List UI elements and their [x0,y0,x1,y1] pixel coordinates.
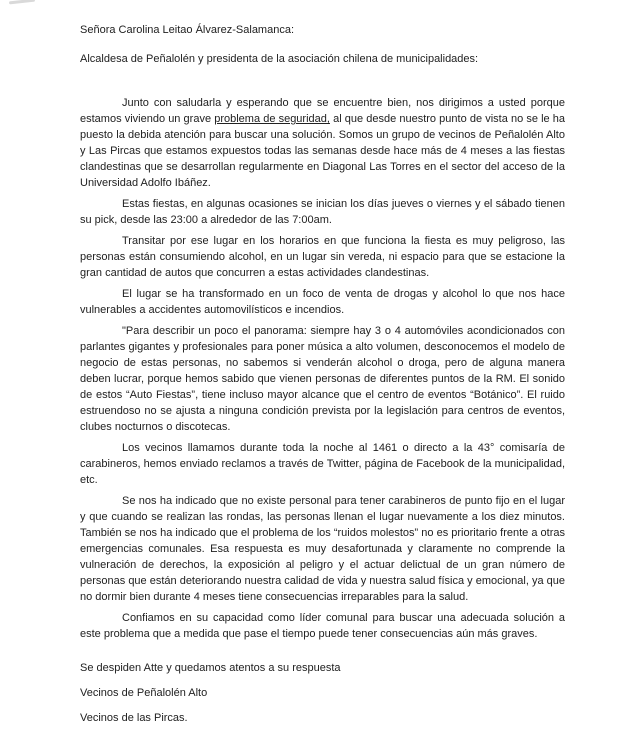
paragraph-complaints-made: Los vecinos llamamos durante toda la noche al 1461 o directo a la 43° comisaría de carabineros, hemos enviado reclamos a través de Twitter, página de Facebook de la municipalidad, etc. [80,442,565,486]
paragraph-authority-response: Se nos ha indicado que no existe personal para tener carabineros de punto fijo en el lugar y que cuando se realizan las rondas, las personas llenan el lugar nuevamente a los diez minutos. También se nos ha indicado que el problema de los “ruidos molestos” no es prioritario frente a otras emergencias comunales. Esa respuesta es muy desafortunada y claramente no comprende la vulneración de derechos, la exposición al peligro y el actuar delictual de un gran número de personas que están deteriorando nuestra calidad de vida y nuestra salud física y emocional, ya que no dormir bien durante 4 meses tiene consecuencias irreparables para la salud. [80,495,565,603]
recipient-name: Señora Carolina Leitao Álvarez-Salamanca: [80,24,295,36]
paragraph-panorama-description: "Para describir un poco el panorama: siempre hay 3 o 4 automóviles acondicionados con parlantes gigantes y profesionales para poner música a alto volumen, desconocemos el modelo de negocio de estas personas, no sabemos si venderán alcohol o droga, pero de alguna manera deben lucrar, porque hemos sabido que vienen personas de diferentes puntos de la RM. El sonido de estos “Auto Fiestas”, tiene incluso mayor alcance que el centro de eventos “Botánico”. El ruido estruendoso no se ajusta a ninguna condición prevista por la legislación para centros de eventos, clubes nocturnos o discotecas. [80,325,565,433]
paragraph-greeting-text-before: Junto con saludarla y esperando que se encuentre bien, nos dirigimos a usted porque estamos viviendo un grave [80,97,565,125]
paragraph-transit-danger: Transitar por ese lugar en los horarios en que funciona la fiesta es muy peligroso, las personas están consumiendo alcohol, en un lugar sin vereda, ni espacio para que se estacione la gran cantidad de autos que concurren a estas actividades clandestinas. [80,235,565,279]
signature-vecinos-penalolen-alto: Vecinos de Peñalolén Alto [80,687,208,699]
scan-artifact [9,0,35,4]
paragraph-greeting-text-after: al que desde nuestro punto de vista no se le ha puesto la debida atención para buscar una solución. Somos un grupo de vecinos de Peñalolén Alto y Las Pircas que estamos expuestos todas las semanas desde hace más de 4 meses a las fiestas clandestinas que se desarrollan regularmente en Diagonal Las Torres en el sector del acceso de la Universidad Adolfo Ibáñez. [80,113,565,189]
paragraph-fiesta-schedule: Estas fiestas, en algunas ocasiones se inician los días jueves o viernes y el sábado tienen su pick, desde las 23:00 a alrededor de las 7:00am. [80,198,565,226]
paragraph-greeting [80,95,565,191]
paragraph-drug-sales: El lugar se ha transformado en un foco de venta de drogas y alcohol lo que nos hace vulnerables a accidentes automovilísticos e incendios. [80,288,565,316]
closing-line: Se despiden Atte y quedamos atentos a su respuesta [80,662,341,674]
recipient-title: Alcaldesa de Peñalolén y presidenta de la asociación chilena de municipalidades: [80,53,479,65]
underlined-phrase-problema-de-seguridad: problema de seguridad, [214,113,330,125]
signature-vecinos-las-pircas: Vecinos de las Pircas. [80,712,188,724]
paragraph-trust-in-leader: Confiamos en su capacidad como líder comunal para buscar una adecuada solución a este problema que a medida que pase el tiempo puede tener consecuencias aún más graves. [80,612,565,640]
